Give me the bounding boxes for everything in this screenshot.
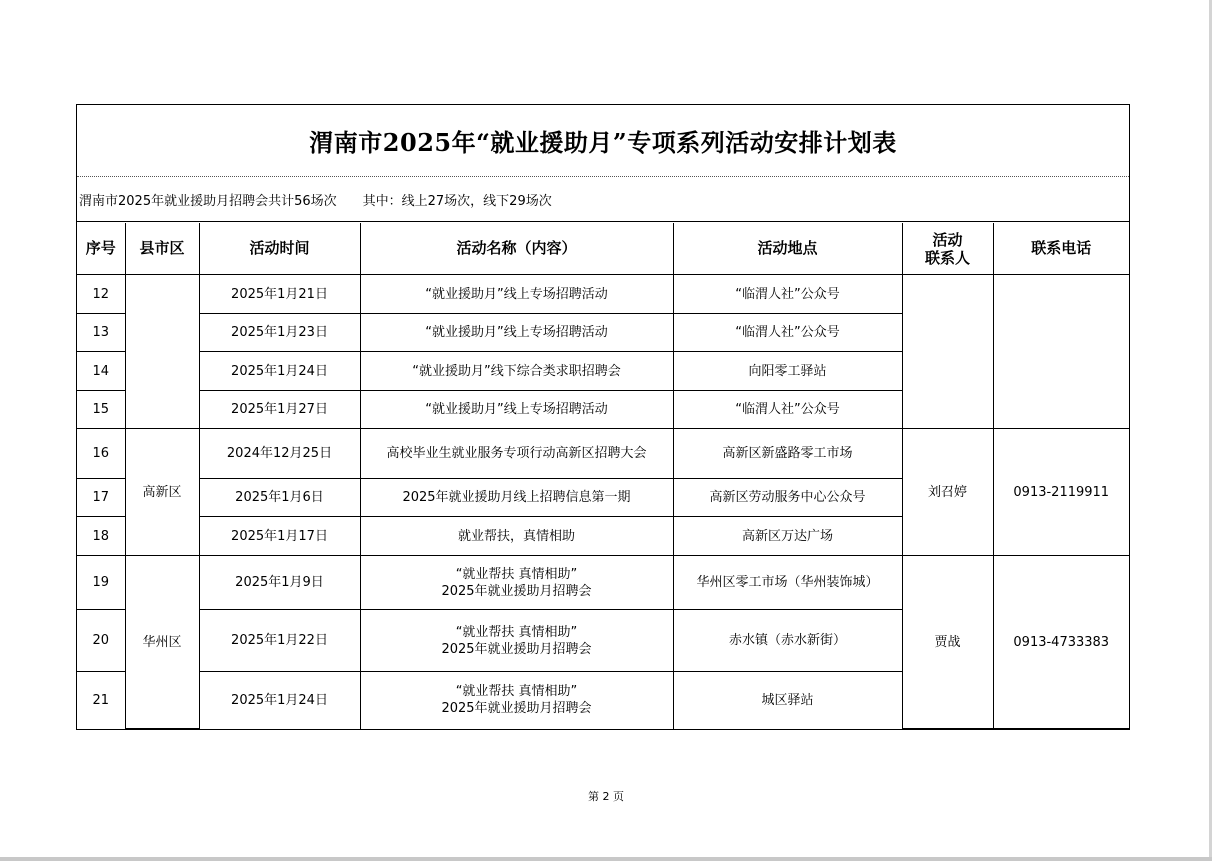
row-activity-name: 2025年就业援助月线上招聘信息第一期 <box>360 479 673 517</box>
row-index: 18 <box>77 517 125 556</box>
summary-line <box>77 177 1129 222</box>
county-cell <box>125 275 199 429</box>
county-cell: 华州区 <box>125 556 199 729</box>
row-index: 19 <box>77 556 125 610</box>
contact-cell: 贾战 <box>902 556 993 729</box>
row-index: 20 <box>77 610 125 672</box>
row-location: 城区驿站 <box>673 672 902 729</box>
phone-cell <box>993 275 1129 429</box>
row-activity-name <box>360 556 673 610</box>
row-time: 2025年1月24日 <box>199 352 360 391</box>
row-location: 华州区零工市场（华州装饰城） <box>673 556 902 610</box>
table-row <box>77 275 1129 314</box>
activity-name-line2: 2025年就业援助月招聘会 <box>441 701 592 717</box>
row-activity-name <box>360 672 673 729</box>
row-activity-name <box>360 610 673 672</box>
header-time: 活动时间 <box>199 223 360 275</box>
row-location: “临渭人社”公众号 <box>673 314 902 352</box>
table-row <box>77 556 1129 610</box>
row-time: 2025年1月24日 <box>199 672 360 729</box>
row-location: “临渭人社”公众号 <box>673 275 902 314</box>
row-time: 2025年1月23日 <box>199 314 360 352</box>
summary-total: 渭南市2025年就业援助月招聘会共计56场次 <box>79 193 337 209</box>
row-index: 13 <box>77 314 125 352</box>
header-phone: 联系电话 <box>993 223 1129 275</box>
header-location: 活动地点 <box>673 223 902 275</box>
header-contact <box>902 223 993 275</box>
page-number: 第 2 页 <box>588 790 624 803</box>
activity-name-line1: “就业帮扶 真情相助” <box>455 684 578 700</box>
activity-name-line2: 2025年就业援助月招聘会 <box>441 641 592 657</box>
activity-name-line2: 2025年就业援助月招聘会 <box>441 583 592 599</box>
activity-plan-table <box>77 223 1129 729</box>
row-activity-name: “就业援助月”线上专场招聘活动 <box>360 275 673 314</box>
phone-cell: 0913-4733383 <box>993 556 1129 729</box>
header-index: 序号 <box>77 223 125 275</box>
row-index: 16 <box>77 429 125 479</box>
activity-name-line1: “就业帮扶 真情相助” <box>455 624 578 640</box>
row-activity-name: “就业援助月”线下综合类求职招聘会 <box>360 352 673 391</box>
contact-cell: 刘召婷 <box>902 429 993 556</box>
row-activity-name: 高校毕业生就业服务专项行动高新区招聘大会 <box>360 429 673 479</box>
row-index: 12 <box>77 275 125 314</box>
row-time: 2025年1月9日 <box>199 556 360 610</box>
phone-cell: 0913-2119911 <box>993 429 1129 556</box>
row-time: 2025年1月6日 <box>199 479 360 517</box>
document-title: 渭南市2025年“就业援助月”专项系列活动安排计划表 <box>77 105 1129 177</box>
row-location: 向阳零工驿站 <box>673 352 902 391</box>
contact-cell <box>902 275 993 429</box>
row-activity-name: 就业帮扶，真情相助 <box>360 517 673 556</box>
row-activity-name: “就业援助月”线上专场招聘活动 <box>360 314 673 352</box>
row-location: 高新区万达广场 <box>673 517 902 556</box>
row-index: 21 <box>77 672 125 729</box>
sheet-frame <box>76 104 1130 730</box>
row-index: 17 <box>77 479 125 517</box>
activity-name-line1: “就业帮扶 真情相助” <box>455 566 578 582</box>
row-time: 2025年1月27日 <box>199 391 360 429</box>
row-time: 2025年1月17日 <box>199 517 360 556</box>
row-location: 高新区劳动服务中心公众号 <box>673 479 902 517</box>
row-time: 2025年1月21日 <box>199 275 360 314</box>
row-location: 赤水镇（赤水新街） <box>673 610 902 672</box>
row-location: 高新区新盛路零工市场 <box>673 429 902 479</box>
header-county: 县市区 <box>125 223 199 275</box>
header-contact-line1: 活动 <box>932 230 963 249</box>
header-contact-line2: 联系人 <box>924 248 970 267</box>
row-index: 15 <box>77 391 125 429</box>
row-index: 14 <box>77 352 125 391</box>
row-time: 2024年12月25日 <box>199 429 360 479</box>
table-row <box>77 429 1129 479</box>
header-name: 活动名称（内容） <box>360 223 673 275</box>
page-bottom-edge <box>0 857 1212 861</box>
table-header-row <box>77 223 1129 275</box>
summary-breakdown: 其中：线上27场次，线下29场次 <box>362 193 552 209</box>
row-activity-name: “就业援助月”线上专场招聘活动 <box>360 391 673 429</box>
county-cell: 高新区 <box>125 429 199 556</box>
row-location: “临渭人社”公众号 <box>673 391 902 429</box>
row-time: 2025年1月22日 <box>199 610 360 672</box>
